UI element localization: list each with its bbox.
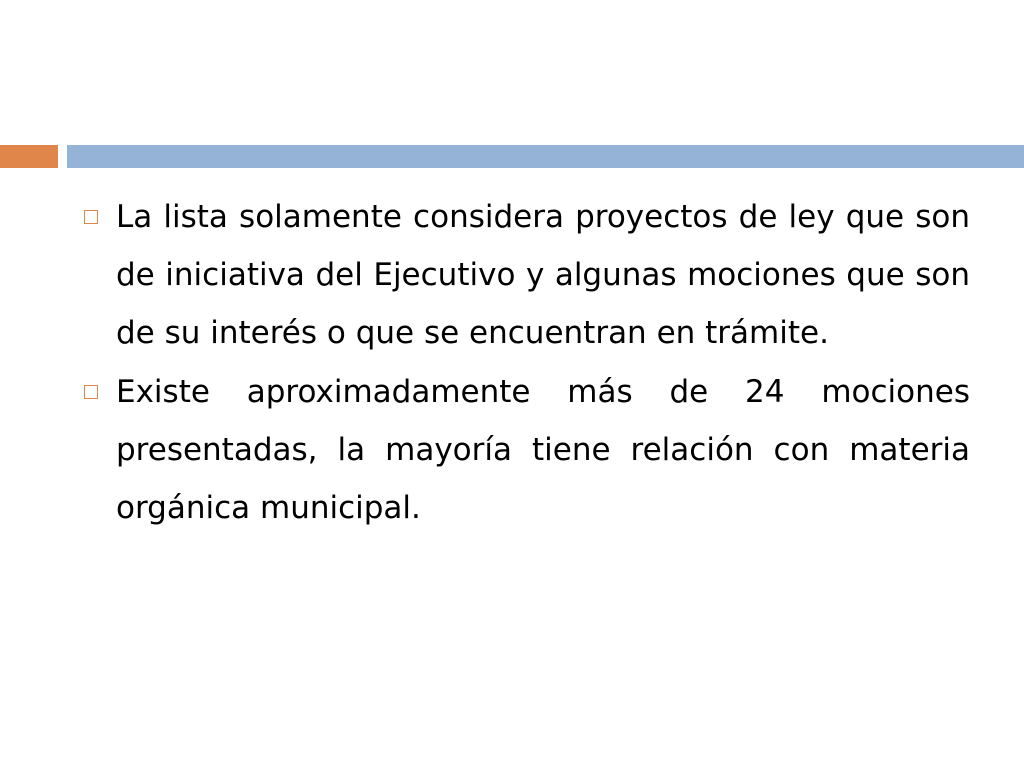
bullet-item (82, 188, 970, 362)
bullet-item (82, 363, 970, 537)
square-bullet-icon (84, 385, 98, 399)
header-accent-bar (0, 145, 58, 168)
bullet-text: La lista solamente considera proyectos de ley que son de iniciativa del Ejecutivo y algunas mociones que son de su interés o que se encuentran en trámite. (116, 199, 970, 351)
bullet-text: Existe aproximadamente más de 24 mociones presentadas, la mayoría tiene relación con materia orgánica municipal. (116, 374, 970, 526)
square-bullet-icon (84, 210, 98, 224)
header-bar (67, 145, 1024, 168)
bullet-list (82, 188, 970, 538)
